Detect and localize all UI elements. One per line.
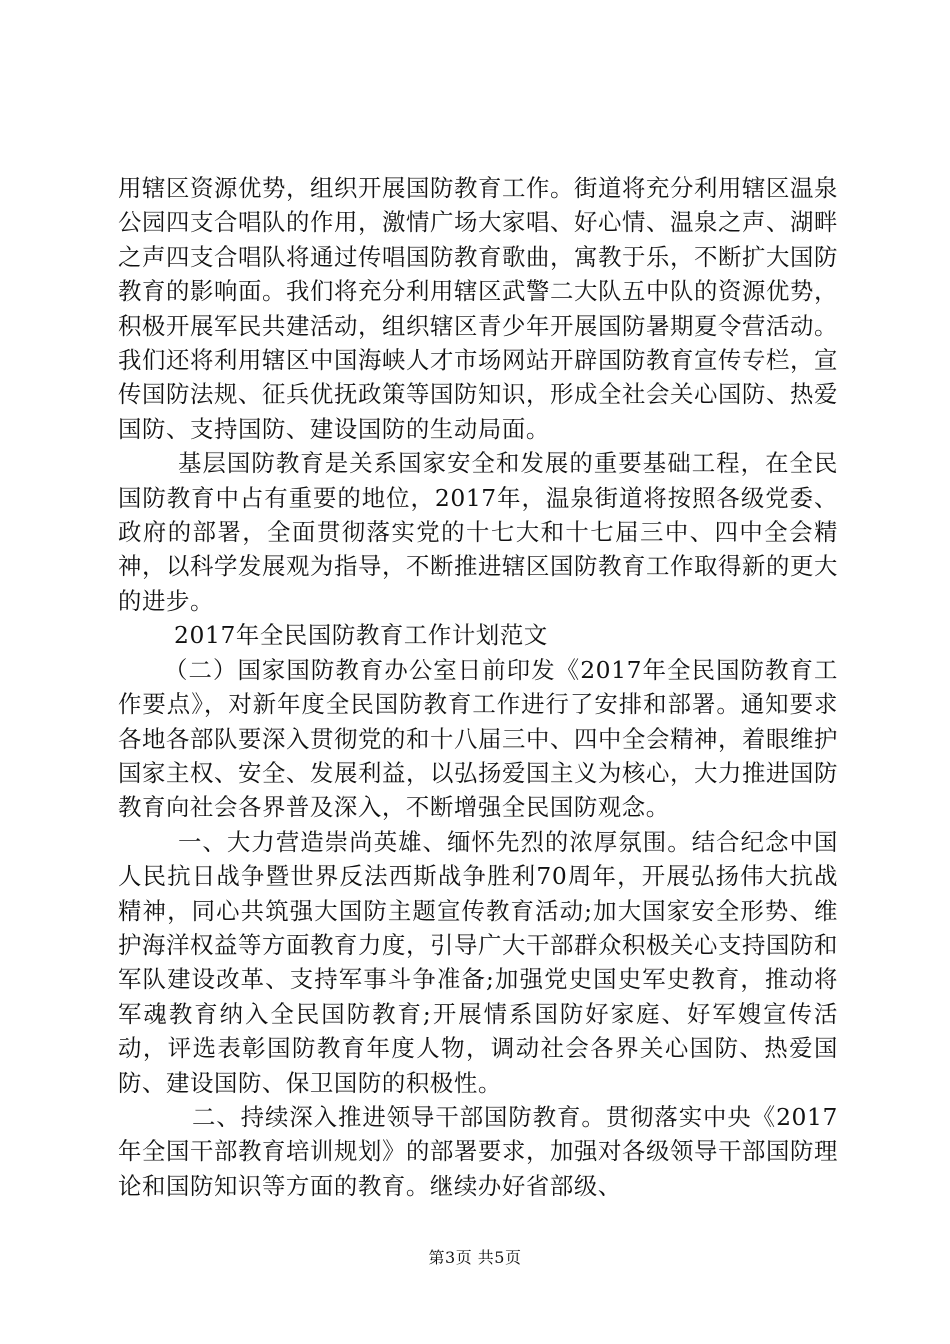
paragraph-continuation: 用辖区资源优势，组织开展国防教育工作。街道将充分利用辖区温泉公园四支合唱队的作用，激情广场大家唱、好心情、温泉之声、湖畔之声四支合唱队将通过传唱国防教育歌曲，寓教于乐，不断扩大国防教育的影响面。我们将充分利用辖区武警二大队五中队的资源优势，积极开展军民共建活动，组织辖区青少年开展国防暑期夏令营活动。我们还将利用辖区中国海峡人才市场网站开辟国防教育宣传专栏，宣传国防法规、征兵优抚政策等国防知识，形成全社会关心国防、热爱国防、支持国防、建设国防的生动局面。 — [118, 174, 838, 443]
document-body — [118, 171, 838, 1203]
paragraph-item-one: 一、大力营造崇尚英雄、缅怀先烈的浓厚氛围。结合纪念中国人民抗日战争暨世界反法西斯战争胜利70周年，开展弘扬伟大抗战精神，同心共筑强大国防主题宣传教育活动;加大国家安全形势、维护海洋权益等方面教育力度，引导广大干部群众积极关心支持国防和军队建设改革、支持军事斗争准备;加强党史国史军史教育，推动将军魂教育纳入全民国防教育;开展情系国防好家庭、好军嫂宣传活动，评选表彰国防教育年度人物，调动社会各界关心国防、热爱国防、建设国防、保卫国防的积极性。 — [118, 827, 838, 1097]
paragraph-item-two: 二、持续深入推进领导干部国防教育。贯彻落实中央《2017年全国干部教育培训规划》的部署要求，加强对各级领导干部国防理论和国防知识等方面的教育。继续办好省部级、 — [118, 1102, 838, 1200]
paragraph-notice: （二）国家国防教育办公室日前印发《2017年全民国防教育工作要点》，对新年度全民国防教育工作进行了安排和部署。通知要求各地各部队要深入贯彻党的和十八届三中、四中全会精神，着眼维护国家主权、安全、发展利益，以弘扬爱国主义为核心，大力推进国防教育向社会各界普及深入，不断增强全民国防观念。 — [118, 655, 838, 822]
page-footer: 第3页 共5页 — [428, 1248, 522, 1267]
paragraph-grassroots-education: 基层国防教育是关系国家安全和发展的重要基础工程，在全民国防教育中占有重要的地位，2017年，温泉街道将按照各级党委、政府的部署，全面贯彻落实党的十七大和十七届三中、四中全会精神，以科学发展观为指导，不断推进辖区国防教育工作取得新的更大的进步。 — [118, 449, 838, 615]
section-title: 2017年全民国防教育工作计划范文 — [174, 621, 548, 650]
